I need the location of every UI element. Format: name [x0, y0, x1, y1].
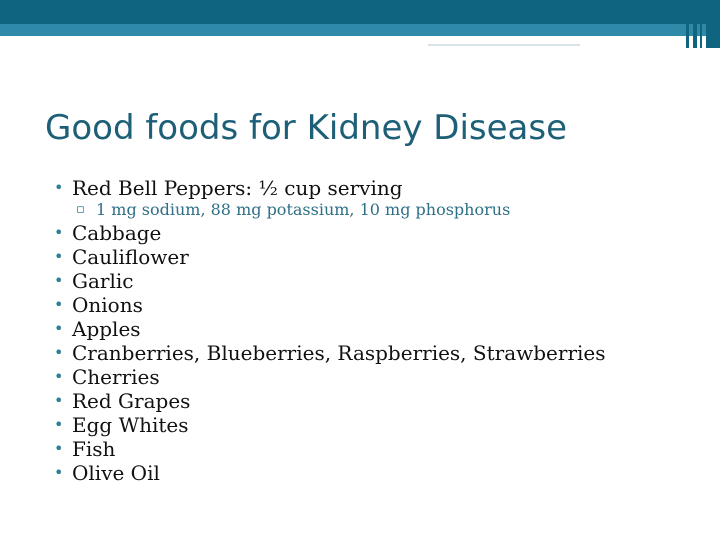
bullet-icon: • [54, 439, 64, 458]
list-item-label: Egg Whites [72, 413, 189, 437]
header-band-light [0, 24, 720, 36]
bullet-icon: • [54, 295, 64, 314]
list-item [54, 437, 704, 461]
sub-list-item [54, 199, 704, 221]
list-item [54, 341, 704, 365]
list-item-label: Onions [72, 293, 143, 317]
header-end-stripe [693, 0, 697, 48]
list-item-label: Red Bell Peppers: ½ cup serving [72, 176, 403, 200]
bullet-icon: • [54, 178, 64, 197]
list-item-label: Cranberries, Blueberries, Raspberries, Strawberries [72, 341, 606, 365]
list-item [54, 365, 704, 389]
list-item [54, 269, 704, 293]
header-end-stripe [700, 0, 702, 48]
bullet-icon: • [54, 343, 64, 362]
list-item-label: Garlic [72, 269, 134, 293]
bullet-icon: • [54, 463, 64, 482]
bullet-icon: • [54, 367, 64, 386]
list-item-label: Cauliflower [72, 245, 189, 269]
bullet-icon: • [54, 319, 64, 338]
list-item-label: Cherries [72, 365, 160, 389]
sub-list-item-label: 1 mg sodium, 88 mg potassium, 10 mg phosphorus [96, 200, 511, 219]
header-accent-line [428, 38, 666, 41]
list-item [54, 317, 704, 341]
list-item [54, 221, 704, 245]
slide-title: Good foods for Kidney Disease [45, 108, 568, 148]
list-item-label: Red Grapes [72, 389, 191, 413]
header-end-stripe [686, 0, 689, 48]
bullet-list [54, 176, 704, 485]
header-band-dark [0, 0, 720, 24]
list-item [54, 293, 704, 317]
bullet-icon: • [54, 415, 64, 434]
header-accent-stripe [428, 44, 580, 46]
list-item-label: Apples [72, 317, 141, 341]
list-item-label: Cabbage [72, 221, 162, 245]
list-item-label: Olive Oil [72, 461, 160, 485]
header-end-stripe [706, 0, 720, 48]
bullet-icon: • [54, 271, 64, 290]
sub-bullet-icon: ▫ [76, 202, 85, 217]
list-item [54, 389, 704, 413]
list-item [54, 245, 704, 269]
bullet-icon: • [54, 247, 64, 266]
bullet-icon: • [54, 391, 64, 410]
list-item [54, 176, 704, 200]
list-item [54, 461, 704, 485]
list-item [54, 413, 704, 437]
list-item-label: Fish [72, 437, 116, 461]
bullet-icon: • [54, 223, 64, 242]
